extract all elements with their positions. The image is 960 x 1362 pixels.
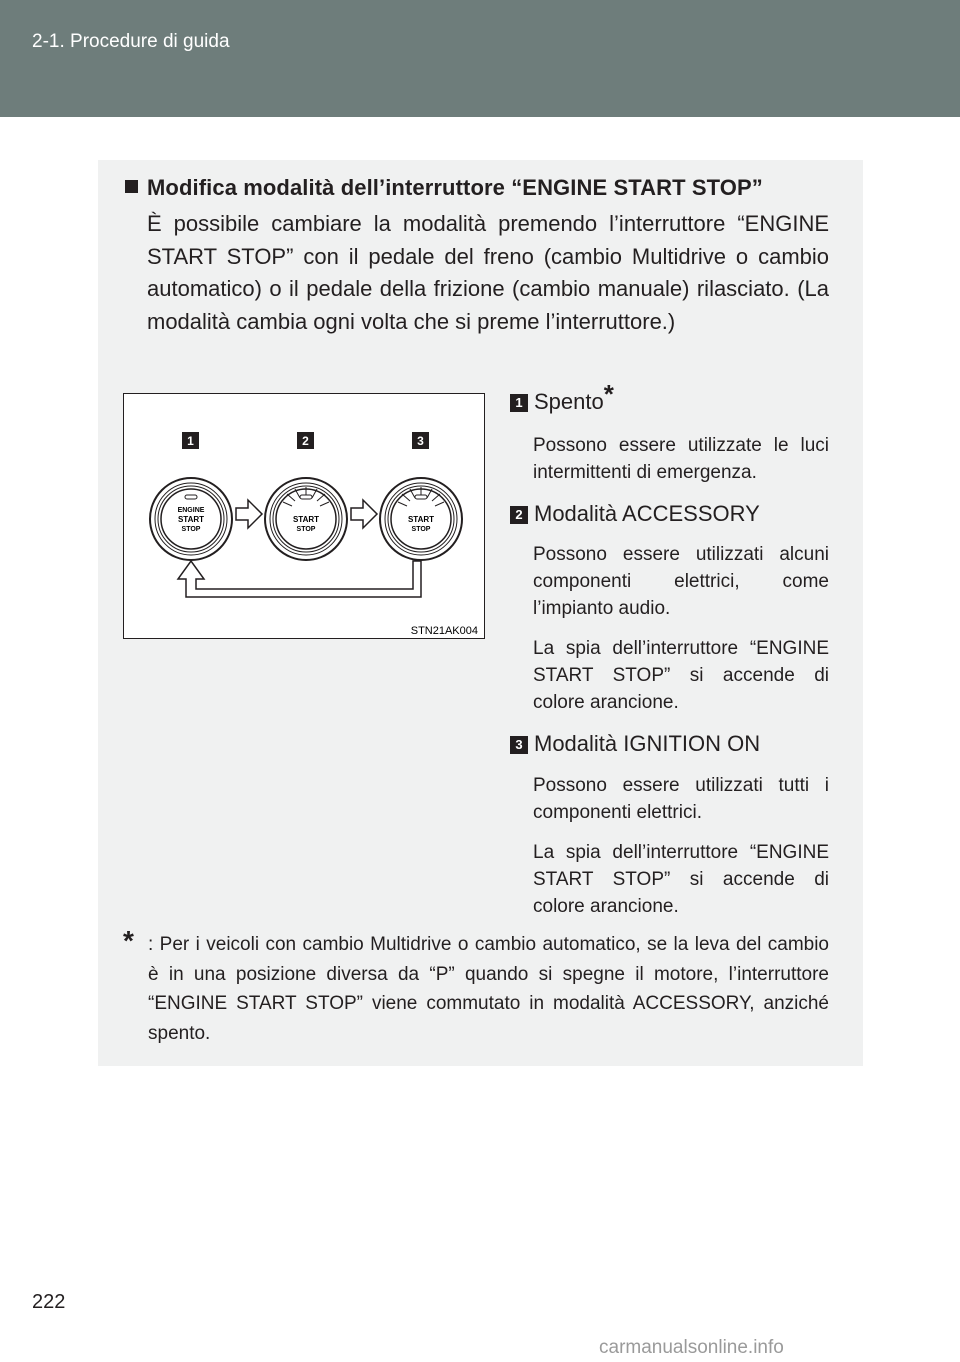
item-3-title bbox=[510, 731, 760, 757]
item-1-number: 1 bbox=[510, 394, 528, 412]
item-3-desc-1: Possono essere utilizzati tutti i componenti elettrici. bbox=[533, 775, 829, 823]
intro-paragraph: È possibile cambiare la modalità premendo l’interruttore “ENGINE START STOP” con il pedale del freno (cambio Multidrive o cambio automatico) o il pedale della frizione (cambio manuale) rilasciato. (La modalità cambia ogni volta che si preme l’interruttore.) bbox=[147, 211, 829, 334]
svg-text:3: 3 bbox=[417, 434, 424, 448]
marker-1 bbox=[182, 432, 199, 449]
page-number: 222 bbox=[32, 1291, 66, 1313]
switch-off-icon bbox=[150, 478, 232, 560]
figure-code: STN21AK004 bbox=[410, 625, 478, 637]
svg-text:STOP: STOP bbox=[296, 526, 316, 533]
item-3-desc-2: La spia dell’interruttore “ENGINE START STOP” si accende di colore arancione. bbox=[533, 842, 829, 917]
svg-text:START: START bbox=[292, 515, 320, 524]
square-bullet-icon bbox=[125, 180, 138, 193]
svg-text:ENGINE: ENGINE bbox=[177, 507, 205, 514]
section-title: 2-1. Procedure di guida bbox=[32, 31, 230, 52]
item-1-asterisk: * bbox=[603, 379, 614, 409]
watermark: carmanualsonline.info bbox=[599, 1337, 784, 1358]
footnote bbox=[123, 925, 829, 1048]
page-header bbox=[0, 0, 960, 117]
switch-ignition-icon bbox=[380, 478, 462, 560]
footnote-asterisk: * bbox=[123, 925, 134, 956]
marker-2 bbox=[297, 432, 314, 449]
svg-text:STOP: STOP bbox=[181, 526, 201, 533]
heading-text: Modifica modalità dell’interruttore “ENGINE START STOP” bbox=[147, 175, 763, 200]
section-heading bbox=[125, 175, 763, 201]
svg-text:2: 2 bbox=[302, 434, 309, 448]
return-arrow-icon bbox=[178, 561, 421, 597]
switch-mode-diagram bbox=[124, 394, 486, 640]
item-3-number: 3 bbox=[510, 736, 528, 754]
svg-text:START: START bbox=[177, 515, 205, 524]
item-2-number: 2 bbox=[510, 506, 528, 524]
engine-switch-figure bbox=[123, 393, 485, 639]
item-3-label: Modalità IGNITION ON bbox=[534, 731, 761, 756]
footnote-text: : Per i veicoli con cambio Multidrive o cambio automatico, se la leva del cambio è in una posizione diversa da “P” quando si spegne il motore, l’interruttore “ENGINE START STOP” viene commutato in modalità ACCESSORY, anziché spento. bbox=[148, 934, 829, 1044]
item-1-desc: Possono essere utilizzate le luci intermittenti di emergenza. bbox=[533, 435, 829, 483]
svg-text:STOP: STOP bbox=[411, 526, 431, 533]
item-1-title bbox=[510, 379, 614, 415]
item-1-label: Spento bbox=[534, 389, 604, 414]
arrow-right-icon bbox=[236, 500, 262, 528]
svg-text:1: 1 bbox=[187, 434, 194, 448]
svg-text:START: START bbox=[407, 515, 435, 524]
switch-accessory-icon bbox=[265, 478, 347, 560]
marker-3 bbox=[412, 432, 429, 449]
item-2-desc-1: Possono essere utilizzati alcuni componenti elettrici, come l’impianto audio. bbox=[533, 544, 829, 619]
item-2-title bbox=[510, 501, 760, 527]
item-2-label: Modalità ACCESSORY bbox=[534, 501, 760, 526]
arrow-right-icon bbox=[351, 500, 377, 528]
item-2-desc-2: La spia dell’interruttore “ENGINE START STOP” si accende di colore arancione. bbox=[533, 638, 829, 713]
